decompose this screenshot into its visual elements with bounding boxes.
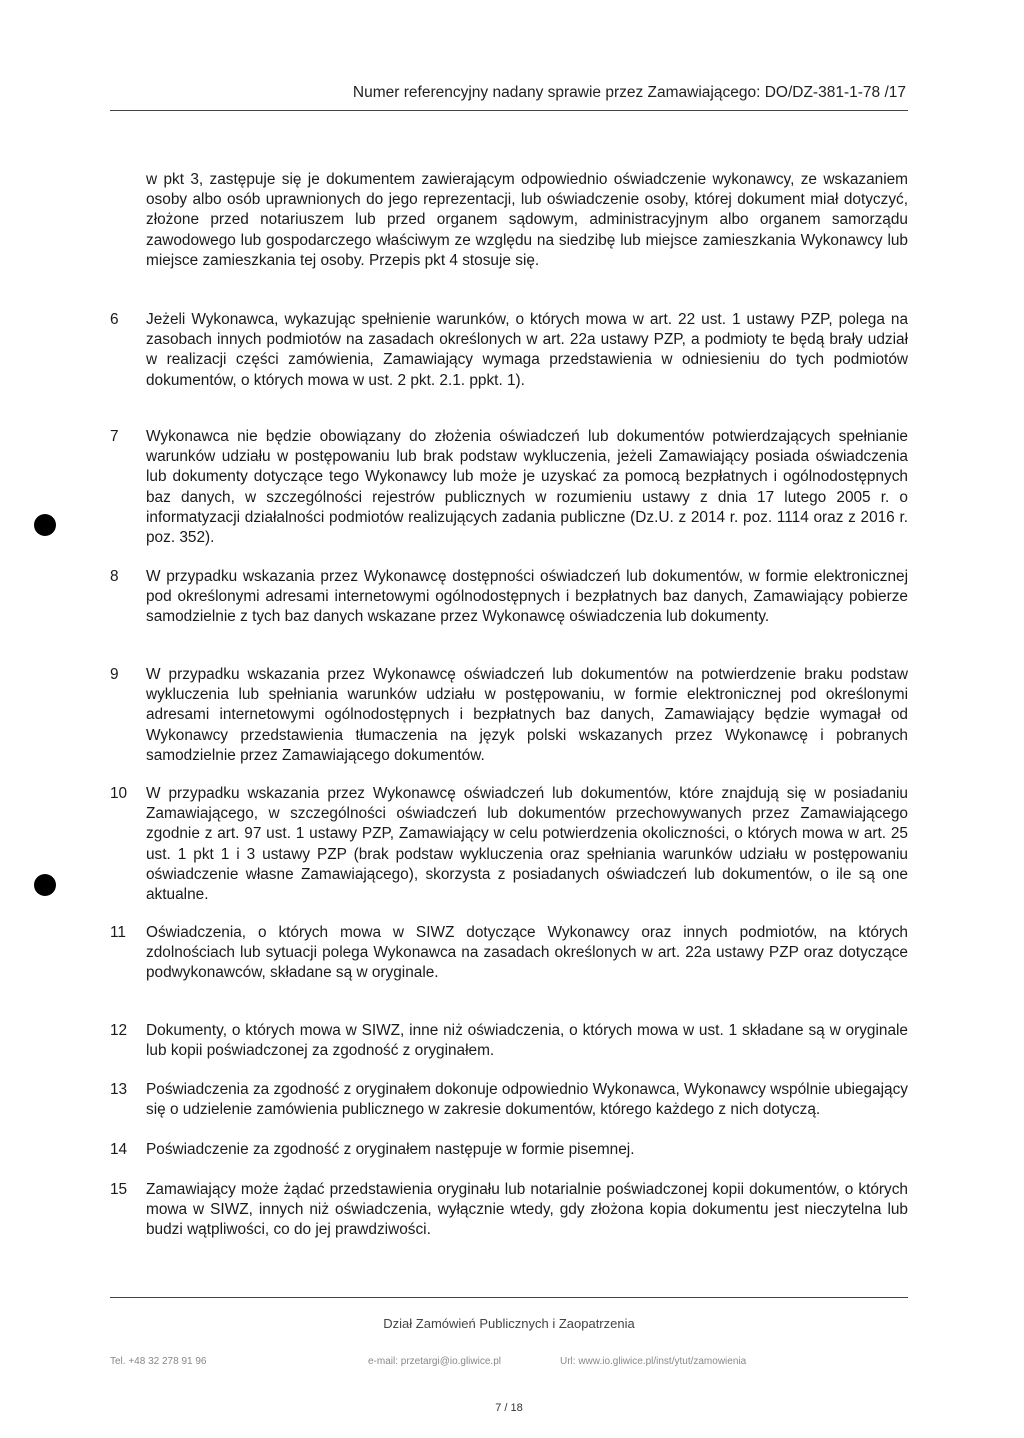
item-text: Zamawiający może żądać przedstawienia oryginału lub notarialnie poświadczonej kopii dokumentów, o których mowa w SIWZ, innych niż oświadczenia, wyłącznie wtedy, gdy złożona kopia dokumentu jest nieczytelna lub budzi wątpliwości, co do jej prawdziwości. [146,1181,908,1239]
header-rule [110,110,908,111]
item-number: 12 [110,1022,128,1039]
page-number: 7 / 18 [495,1402,523,1414]
item-number: 15 [110,1181,128,1198]
footer-phone: Tel. +48 32 278 91 96 [110,1356,207,1367]
item-number: 14 [110,1141,128,1158]
punch-hole-icon [34,514,56,536]
item-text: Wykonawca nie będzie obowiązany do złożenia oświadczeń lub dokumentów potwierdzających spełnianie warunków udziału w postępowaniu lub brak podstaw wykluczenia, jeżeli Zamawiający posiada oświadczenia lub dokumenty dotyczące tego Wykonawcy lub może je uzyskać za pomocą bezpłatnych i ogólnodostępnych baz danych, w szczególności rejestrów publicznych w rozumieniu ustawy z dnia 17 lutego 2005 r. o informatyzacji działalności podmiotów realizujących zadania publiczne (Dz.U. z 2014 r. poz. 1114 oraz z 2016 r. poz. 352). [146,428,908,547]
intro-paragraph: w pkt 3, zastępuje się je dokumentem zawierającym odpowiednio oświadczenie wykonawcy, ze wskazaniem osoby albo osób uprawnionych do jego reprezentacji, lub oświadczenie osoby, której dokument miał dotyczyć, złożone przed notariuszem lub przed organem sądowym, administracyjnym albo organem samorządu zawodowego lub gospodarczego właściwym ze względu na siedzibę lub miejsce zamieszkania Wykonawcy lub miejsce zamieszkania tej osoby. Przepis pkt 4 stosuje się. [146,171,908,269]
item-text: W przypadku wskazania przez Wykonawcę dostępności oświadczeń lub dokumentów, w formie elektronicznej pod określonymi adresami internetowymi ogólnodostępnych i bezpłatnych baz danych, Zamawiający pobierze samodzielnie z tych baz danych wskazane przez Wykonawcę oświadczenia lub dokumenty. [146,568,908,626]
item-text: W przypadku wskazania przez Wykonawcę oświadczeń lub dokumentów na potwierdzenie braku podstaw wykluczenia lub spełniania warunków udziału w postępowaniu, w formie elektronicznej pod określonymi adresami internetowymi ogólnodostępnych i bezpłatnych baz danych, Zamawiający będzie wymagał od Wykonawcy przedstawienia tłumaczenia na język polski wskazanych przez Wykonawcę i pobranych samodzielnie przez Zamawiającego dokumentów. [146,666,908,764]
item-text: Poświadczenie za zgodność z oryginałem następuje w formie pisemnej. [146,1141,635,1158]
item-text: W przypadku wskazania przez Wykonawcę oświadczeń lub dokumentów, które znajdują się w posiadaniu Zamawiającego, w szczególności oświadczeń lub dokumentów przechowywanych przez Zamawiającego zgodnie z art. 97 ust. 1 ustawy PZP, Zamawiający w celu potwierdzenia okoliczności, o których mowa w art. 25 ust. 1 pkt 1 i 3 ustawy PZP (brak podstaw wykluczenia oraz spełniania warunków udziału w postępowaniu oświadczenie własne Zamawiającego), skorzysta z posiadanych oświadczeń lub dokumentów, o ile są one aktualne. [146,785,908,904]
item-number: 7 [110,428,119,445]
item-text: Dokumenty, o których mowa w SIWZ, inne niż oświadczenia, o których mowa w ust. 1 składane są w oryginale lub kopii poświadczonej za zgodność z oryginałem. [146,1022,908,1060]
item-text: Oświadczenia, o których mowa w SIWZ dotyczące Wykonawcy oraz innych podmiotów, na których zdolnościach lub sytuacji polega Wykonawca na zasadach określonych w art. 22a ustawy PZP oraz dotyczące podwykonawców, składane są w oryginale. [146,924,908,982]
footer-department: Dział Zamówień Publicznych i Zaopatrzenia [383,1316,635,1331]
item-text: Jeżeli Wykonawca, wykazując spełnienie warunków, o których mowa w art. 22 ust. 1 ustawy PZP, polega na zasobach innych podmiotów na zasadach określonych w art. 22a ustawy PZP, a podmioty te będą brały udział w realizacji części zamówienia, Zamawiający wymaga przedstawienia w odniesieniu do tych podmiotów dokumentów, o których mowa w ust. 2 pkt. 2.1. ppkt. 1). [146,311,908,389]
footer-url: Url: www.io.gliwice.pl/inst/ytut/zamowienia [560,1356,747,1367]
item-number: 10 [110,785,128,802]
item-number: 6 [110,311,119,328]
item-number: 8 [110,568,119,585]
item-text: Poświadczenia za zgodność z oryginałem dokonuje odpowiednio Wykonawca, Wykonawcy wspólnie ubiegający się o udzielenie zamówienia publicznego w zakresie dokumentów, którego każdego z nich dotyczą. [146,1081,908,1119]
item-number: 13 [110,1081,128,1098]
reference-header: Numer referencyjny nadany sprawie przez Zamawiającego: DO/DZ-381-1-78 /17 [352,84,906,101]
punch-hole-icon [34,874,56,896]
footer-rule [110,1297,908,1298]
footer-email: e-mail: przetargi@io.gliwice.pl [368,1356,501,1367]
item-number: 9 [110,666,119,683]
item-number: 11 [110,924,126,941]
